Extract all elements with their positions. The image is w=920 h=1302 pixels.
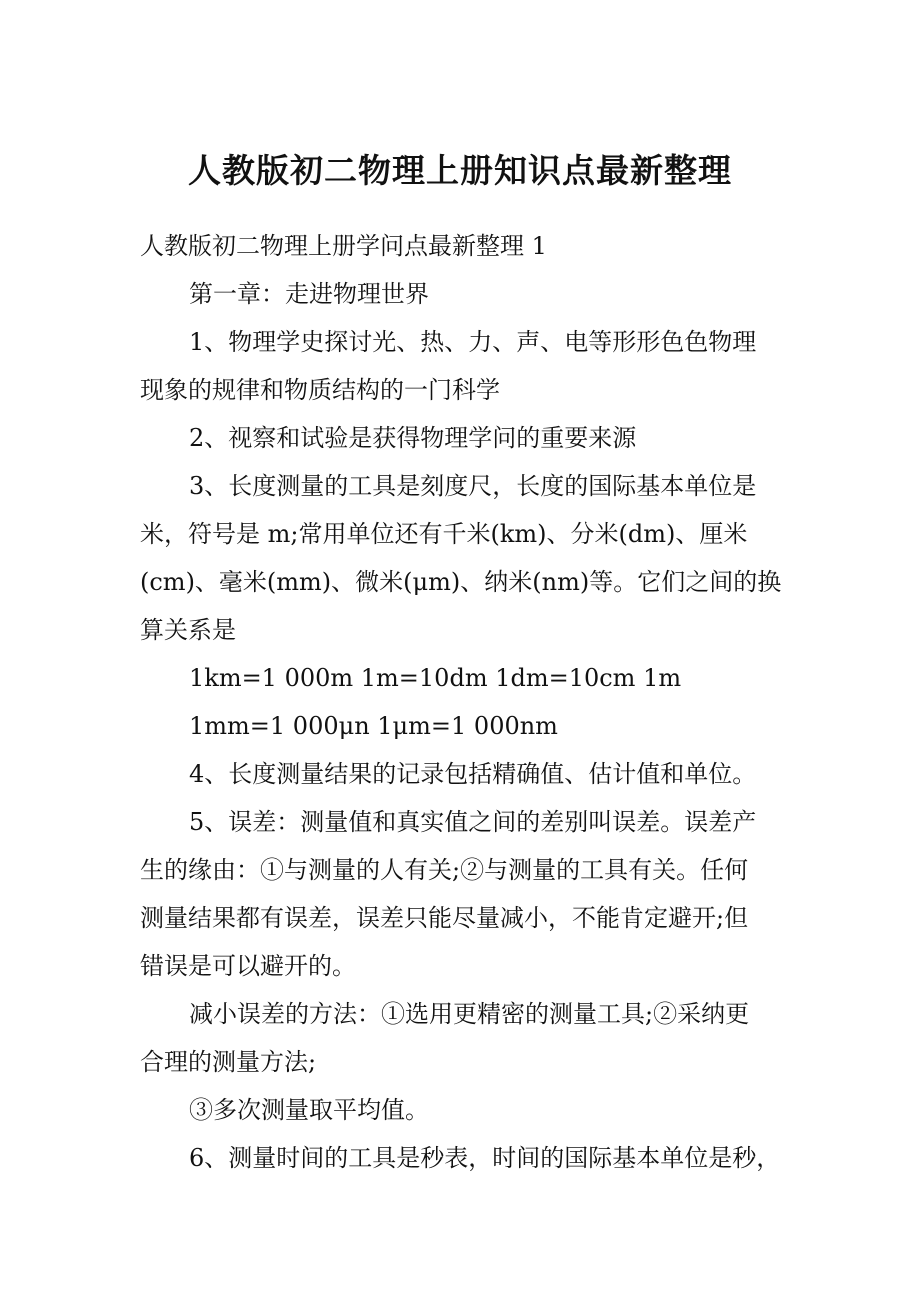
text-line: 1mm=1 000μn 1μm=1 000nm — [189, 712, 558, 740]
text-line: 3、长度测量的工具是刻度尺，长度的国际基本单位是 — [189, 472, 757, 500]
text-line: 1km=1 000m 1m=10dm 1dm=10cm 1m — [189, 664, 682, 692]
text-line: 合理的测量方法; — [140, 1048, 317, 1076]
text-line: (cm)、毫米(mm)、微米(μm)、纳米(nm)等。它们之间的换 — [140, 568, 782, 596]
text-line: 5、误差：测量值和真实值之间的差别叫误差。误差产 — [189, 808, 757, 836]
text-line: 测量结果都有误差，误差只能尽量减小，不能肯定避开;但 — [140, 904, 749, 932]
text-line: 人教版初二物理上册学问点最新整理 1 — [140, 232, 547, 260]
document-body — [140, 226, 800, 1186]
text-line: ③多次测量取平均值。 — [189, 1096, 429, 1124]
text-line: 6、测量时间的工具是秒表，时间的国际基本单位是秒， — [189, 1144, 781, 1172]
text-line: 算关系是 — [140, 616, 236, 644]
text-line: 米，符号是 m;常用单位还有千米(km)、分米(dm)、厘米 — [140, 520, 748, 548]
text-line: 第一章：走进物理世界 — [189, 280, 429, 308]
text-line: 2、视察和试验是获得物理学问的重要来源 — [189, 424, 637, 452]
text-line: 生的缘由：①与测量的人有关;②与测量的工具有关。任何 — [140, 856, 749, 884]
text-line: 1、物理学史探讨光、热、力、声、电等形形色色物理 — [189, 328, 757, 356]
document-title: 人教版初二物理上册知识点最新整理 — [188, 151, 732, 190]
text-line: 错误是可以避开的。 — [140, 952, 356, 980]
text-line: 现象的规律和物质结构的一门科学 — [140, 376, 500, 404]
text-line: 4、长度测量结果的记录包括精确值、估计值和单位。 — [189, 760, 757, 788]
text-line: 减小误差的方法：①选用更精密的测量工具;②采纳更 — [189, 1000, 750, 1028]
